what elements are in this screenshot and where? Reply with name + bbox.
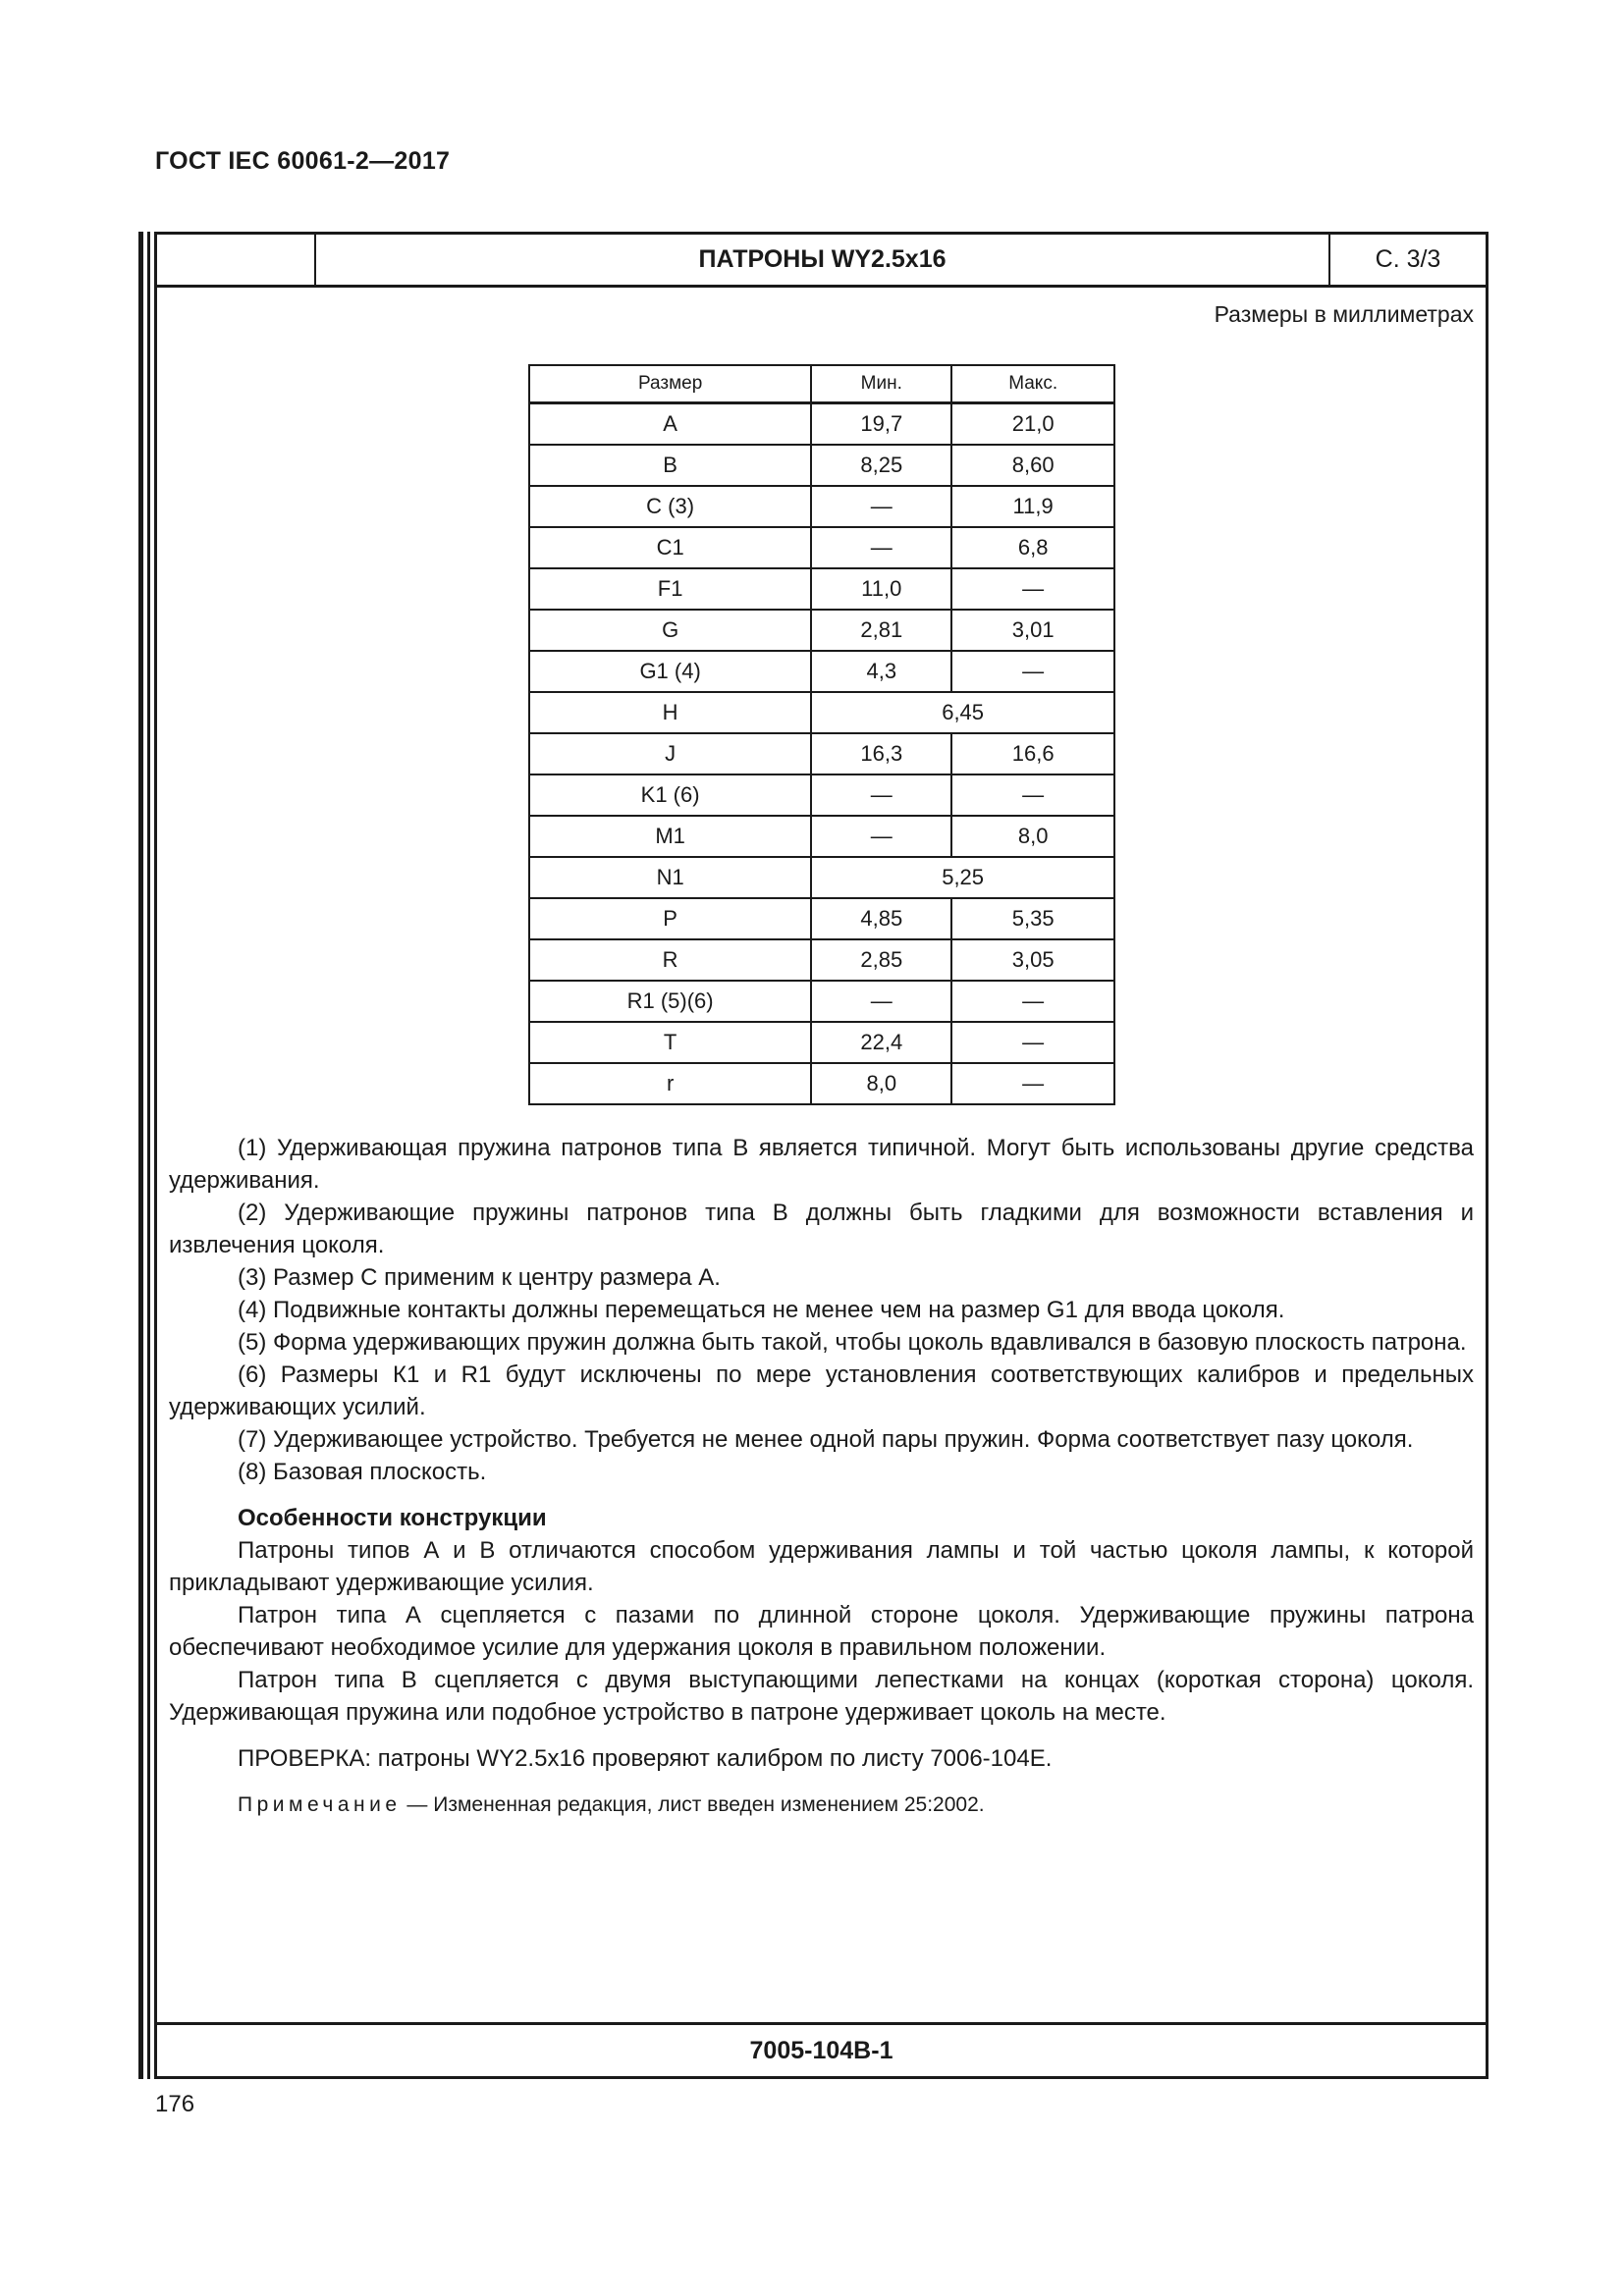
cell-max: 11,9: [951, 486, 1114, 527]
cell-size: P: [529, 898, 811, 939]
table-row: [529, 898, 1114, 939]
cell-size: N1: [529, 857, 811, 898]
cell-max: 8,0: [951, 816, 1114, 857]
cell-max: —: [951, 981, 1114, 1022]
cell-min: 11,0: [811, 568, 951, 610]
check-paragraph: ПРОВЕРКА: патроны WY2.5x16 проверяют калибром по листу 7006-104Е.: [238, 1745, 1053, 1772]
cell-min: 19,7: [811, 403, 951, 446]
cell-min: 16,3: [811, 733, 951, 774]
cell-size: G: [529, 610, 811, 651]
cell-max: 5,35: [951, 898, 1114, 939]
cell-max: —: [951, 568, 1114, 610]
table-row: [529, 403, 1114, 446]
table-header-row: [529, 365, 1114, 403]
cell-min: 4,85: [811, 898, 951, 939]
features-heading: Особенности конструкции: [238, 1505, 547, 1531]
cell-max: 21,0: [951, 403, 1114, 446]
features-paragraph: Патрон типа В сцепляется с двумя выступающими лепестками на концах (короткая сторона) цоколя. Удерживающая пружина или подобное устройство в патроне удерживает цоколь на месте.: [169, 1667, 1474, 1726]
sheet-title: ПАТРОНЫ WY2.5x16: [316, 235, 1330, 285]
page-number: 176: [155, 2091, 195, 2117]
table-row: [529, 1063, 1114, 1104]
cell-min: 22,4: [811, 1022, 951, 1063]
cell-size: J: [529, 733, 811, 774]
table-row: [529, 857, 1114, 898]
col-header-min: Мин.: [811, 365, 951, 403]
col-header-max: Макс.: [951, 365, 1114, 403]
cell-min: —: [811, 816, 951, 857]
cell-size: B: [529, 445, 811, 486]
table-row: [529, 610, 1114, 651]
cell-size: K1 (6): [529, 774, 811, 816]
cell-min: 8,25: [811, 445, 951, 486]
cell-nominal: 6,45: [811, 692, 1114, 733]
features-paragraph: Патрон типа А сцепляется с пазами по длинной стороне цоколя. Удерживающие пружины патрона обеспечивают необходимое усилие для удержания цоколя в правильном положении.: [169, 1602, 1474, 1661]
cell-nominal: 5,25: [811, 857, 1114, 898]
cell-size: C (3): [529, 486, 811, 527]
note-3: (3) Размер С применим к центру размера А.: [238, 1264, 721, 1291]
table-row: [529, 981, 1114, 1022]
note-8: (8) Базовая плоскость.: [238, 1459, 487, 1485]
cell-max: 6,8: [951, 527, 1114, 568]
cell-max: 3,01: [951, 610, 1114, 651]
cell-max: —: [951, 774, 1114, 816]
cell-min: 4,3: [811, 651, 951, 692]
features-paragraph: Патроны типов А и В отличаются способом удерживания лампы и той частью цоколя лампы, к которой прикладывают удерживающие усилия.: [169, 1537, 1474, 1596]
table-row: [529, 486, 1114, 527]
table-row: [529, 939, 1114, 981]
remark-label: Примечание: [238, 1793, 402, 1816]
cell-max: 3,05: [951, 939, 1114, 981]
cell-size: H: [529, 692, 811, 733]
header-blank-cell: [157, 235, 316, 285]
cell-min: 2,81: [811, 610, 951, 651]
note-2: (2) Удерживающие пружины патронов типа В должны быть гладкими для возможности вставления и извлечения цоколя.: [169, 1200, 1474, 1258]
cell-size: G1 (4): [529, 651, 811, 692]
col-header-size: Размер: [529, 365, 811, 403]
cell-size: C1: [529, 527, 811, 568]
cell-size: T: [529, 1022, 811, 1063]
cell-min: —: [811, 981, 951, 1022]
binding-bar-thick: [138, 232, 143, 2079]
cell-min: 2,85: [811, 939, 951, 981]
note-7: (7) Удерживающее устройство. Требуется не менее одной пары пружин. Форма соответствует пазу цоколя.: [238, 1426, 1414, 1453]
cell-max: —: [951, 651, 1114, 692]
cell-size: R1 (5)(6): [529, 981, 811, 1022]
sheet-header: [157, 235, 1486, 288]
note-6: (6) Размеры К1 и R1 будут исключены по мере установления соответствующих калибров и предельных удерживающих усилий.: [169, 1362, 1474, 1420]
remark-paragraph: [157, 1789, 1474, 1821]
sheet-page: С. 3/3: [1375, 245, 1441, 273]
document-code: ГОСТ IEC 60061-2—2017: [155, 147, 451, 175]
cell-size: r: [529, 1063, 811, 1104]
table-row: [529, 774, 1114, 816]
cell-min: —: [811, 774, 951, 816]
table-row: [529, 1022, 1114, 1063]
units-note: Размеры в миллиметрах: [1214, 301, 1474, 327]
table-row: [529, 816, 1114, 857]
remark-text: — Измененная редакция, лист введен изменением 25:2002.: [401, 1793, 985, 1816]
note-4: (4) Подвижные контакты должны перемещаться не менее чем на размер G1 для ввода цоколя.: [238, 1297, 1285, 1323]
sheet-footer-code: 7005-104B-1: [157, 2022, 1486, 2076]
cell-max: —: [951, 1022, 1114, 1063]
sheet-frame: [154, 232, 1489, 2079]
dimensions-table: [528, 364, 1115, 1105]
cell-min: 8,0: [811, 1063, 951, 1104]
cell-max: 8,60: [951, 445, 1114, 486]
table-row: [529, 445, 1114, 486]
cell-min: —: [811, 527, 951, 568]
binding-bar-thin: [147, 232, 150, 2079]
cell-size: A: [529, 403, 811, 446]
table-row: [529, 733, 1114, 774]
note-5: (5) Форма удерживающих пружин должна быть такой, чтобы цоколь вдавливался в базовую плоскость патрона.: [238, 1329, 1467, 1356]
note-1: (1) Удерживающая пружина патронов типа В является типичной. Могут быть использованы другие средства удерживания.: [169, 1135, 1474, 1194]
cell-size: M1: [529, 816, 811, 857]
table-row: [529, 692, 1114, 733]
cell-size: F1: [529, 568, 811, 610]
table-row: [529, 651, 1114, 692]
cell-max: —: [951, 1063, 1114, 1104]
table-row: [529, 527, 1114, 568]
cell-size: R: [529, 939, 811, 981]
cell-max: 16,6: [951, 733, 1114, 774]
sheet-body-text: [157, 1132, 1474, 1821]
cell-min: —: [811, 486, 951, 527]
table-row: [529, 568, 1114, 610]
